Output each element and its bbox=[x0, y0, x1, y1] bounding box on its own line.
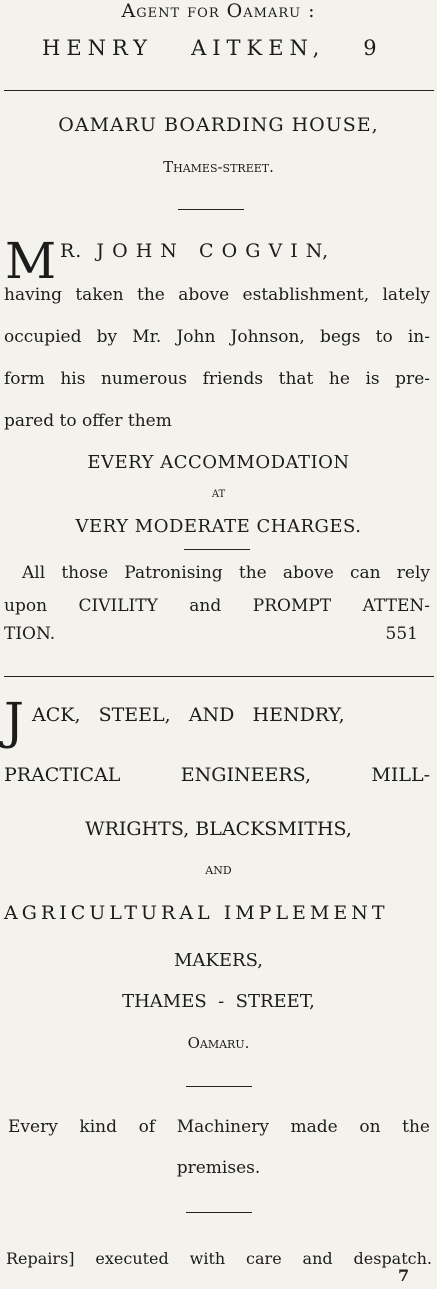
divider-short bbox=[186, 1086, 252, 1087]
agent-heading: Agent for Oamaru : bbox=[121, 0, 316, 22]
ad1-offer-accommodation: EVERY ACCOMMODATION bbox=[87, 452, 350, 473]
ad2-machinery-line: Every kind of Machinery made on the bbox=[8, 1117, 430, 1137]
ad1-offer-charges: VERY MODERATE CHARGES. bbox=[75, 516, 362, 537]
ad2-line-wrights: WRIGHTS, BLACKSMITHS, bbox=[85, 818, 352, 840]
ad2-opening: ACK, STEEL, AND HENDRY, bbox=[32, 704, 345, 726]
ad2-number: 7 bbox=[398, 1266, 410, 1285]
ad2-line-makers: MAKERS, bbox=[174, 950, 263, 971]
divider-top bbox=[4, 90, 434, 91]
ad2-line-oamaru: Oamaru. bbox=[187, 1034, 250, 1052]
ad1-body-line: occupied by Mr. John Johnson, begs to in- bbox=[4, 327, 430, 347]
ad1-body-line: pared to offer them bbox=[4, 411, 172, 431]
ad2-machinery-line: premises. bbox=[176, 1158, 261, 1178]
drop-cap-m: M bbox=[5, 232, 57, 290]
ad2-repairs: Repairs] executed with care and despatch. bbox=[6, 1249, 432, 1268]
ad2-line-engineers: PRACTICAL ENGINEERS, MILL- bbox=[4, 764, 430, 786]
divider-middle bbox=[4, 676, 434, 677]
ad2-line-agricultural: AGRICULTURAL IMPLEMENT bbox=[4, 902, 389, 924]
boarding-house-street: Thames-street. bbox=[163, 158, 274, 176]
ad1-opening: R. J O H N C O G V I N, bbox=[60, 240, 330, 262]
agent-name: HENRY AITKEN, 9 bbox=[42, 36, 383, 60]
ad1-closing-word: TION. bbox=[4, 624, 56, 644]
ad1-number: 551 bbox=[385, 624, 418, 644]
ad1-body-line: form his numerous friends that he is pre- bbox=[4, 369, 430, 389]
divider-short bbox=[184, 549, 250, 550]
ad1-offer-at: AT bbox=[211, 489, 226, 500]
divider-short bbox=[186, 1212, 252, 1213]
drop-cap-j: J bbox=[4, 692, 25, 750]
ad1-closing-last bbox=[4, 624, 418, 644]
ad1-body-line: having taken the above establishment, lately bbox=[4, 285, 430, 305]
ad1-closing-line: All those Patronising the above can rely bbox=[22, 563, 430, 583]
divider-short bbox=[178, 209, 244, 210]
ad1-closing-line: upon CIVILITY and PROMPT ATTEN- bbox=[4, 596, 430, 616]
ad2-line-and: AND bbox=[205, 864, 232, 877]
boarding-house-title: OAMARU BOARDING HOUSE, bbox=[58, 114, 379, 136]
ad2-line-street: THAMES - STREET, bbox=[122, 991, 315, 1012]
